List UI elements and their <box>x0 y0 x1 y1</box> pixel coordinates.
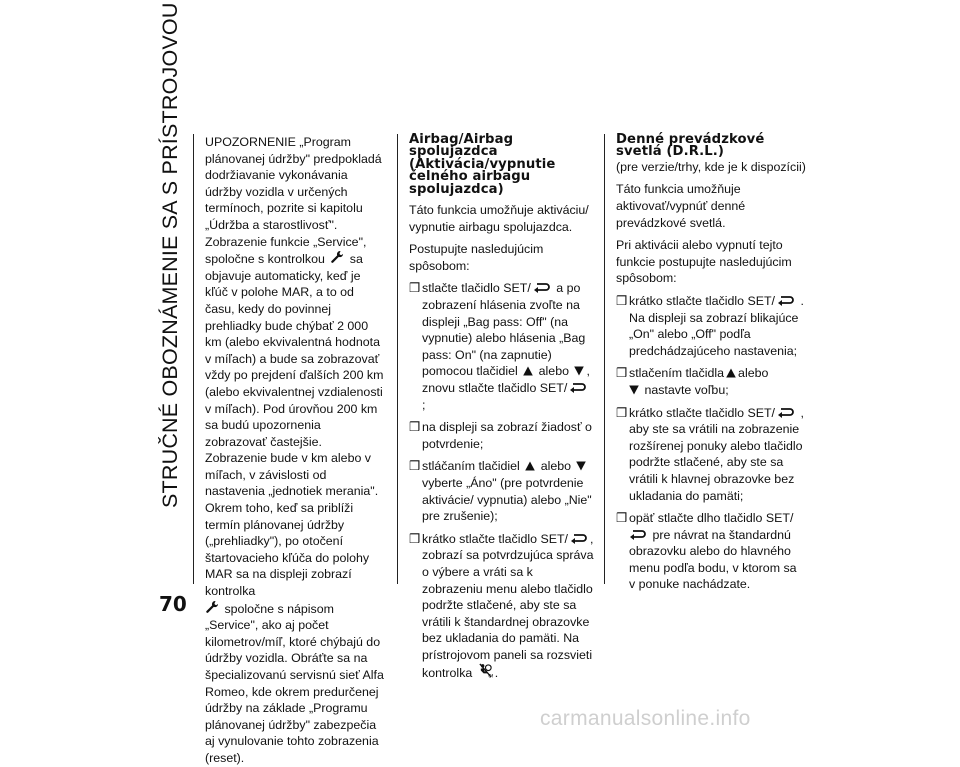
column-divider <box>397 134 398 584</box>
list-item: ❒ krátko stlačte tlačidlo SET/ . Na displeji sa zobrazí blikajúce „On" alebo „Off" podľa predchádzajúceho nastavenia; <box>616 293 804 358</box>
bullet: ❒ <box>409 420 421 435</box>
set-esc-button-icon <box>570 532 588 544</box>
set-esc-button-icon <box>569 381 587 393</box>
set-esc-button-icon <box>629 528 647 540</box>
arrow-down-icon <box>629 385 639 395</box>
section-title: STRUČNÉ OBOZNÁMENIE SA S PRÍSTROJOVOU <box>158 2 182 508</box>
paragraph: Postupujte nasledujúcim spôsobom: <box>409 242 544 273</box>
arrow-down-icon <box>574 366 584 376</box>
bullet: ❒ <box>409 459 421 474</box>
bullet: ❒ <box>616 405 628 420</box>
paragraph: Táto funkcia umožňuje aktiváciu/ vypnutie airbagu spolujazdca. <box>409 203 589 234</box>
set-esc-button-icon <box>533 281 551 293</box>
drl-heading: Denné prevádzkové svetlá (D.R.L.) <box>616 132 765 160</box>
page-number: 70 <box>159 592 187 616</box>
paragraph: Táto funkcia umožňuje aktivovať/vypnúť denné prevádzkové svetlá. <box>616 182 746 230</box>
bullet: ❒ <box>616 293 628 308</box>
list-item: ❒ krátko stlačte tlačidlo SET/ , aby ste sa vrátili na zobrazenie rozšírenej ponuky alebo tlačidlo podržte stlačené, aby ste sa vrátili k hlavnej obrazovke bez ukladania do pamäti; <box>616 405 804 503</box>
list-item: ❒ krátko stlačte tlačidlo SET/ , zobrazí sa potvrdzujúca správa o výbere a vráti sa k zobrazeniu menu alebo tlačidlo podržte stlačené, aby ste sa vrátili k štandardnej obrazovke bez ukladania do pamäti. Na prístrojovom paneli sa rozsvieti kontrolka . <box>409 531 594 681</box>
wrench-icon <box>205 600 219 614</box>
arrow-up-icon <box>523 366 533 376</box>
passenger-airbag-off-icon <box>478 663 493 678</box>
column-1 <box>205 134 385 767</box>
bullet: ❒ <box>409 531 421 546</box>
list-item: ❒ na displeji sa zobrazí žiadosť o potvrdenie; <box>409 420 592 451</box>
column-divider <box>604 134 605 584</box>
bullet: ❒ <box>616 511 628 526</box>
arrow-down-icon <box>576 461 586 471</box>
column-divider <box>193 134 194 584</box>
column-2 <box>409 134 594 688</box>
set-esc-button-icon <box>777 406 795 418</box>
wrench-icon <box>330 250 344 264</box>
bullet: ❒ <box>616 366 628 381</box>
list-item: ❒ stláčaním tlačidiel alebo vyberte „Áno" (pre potvrdenie aktivácie/ vypnutia) alebo „Nie" pre zrušenie); <box>409 459 592 524</box>
arrow-up-icon <box>525 461 535 471</box>
paragraph: UPOZORNENIE „Program plánovanej údržby" predpokladá dodržiavanie vykonávania údržby vozidla v určených termínoch, pozrite si kapitolu „Údržba a starostlivosť". Zobrazenie funkcie „Service", spoločne s kontrolkou sa objavuje automaticky, keď je kľúč v polohe MAR, a to od času, kedy do povinnej prehliadky bude chýbať 2 000 km (alebo ekvivalentná hodnota v míľach) a bude sa zobrazovať vždy po prejdení ďalších 200 km (alebo ekvivalentnej vzdialenosti v míľach). Pod úrovňou 200 km sa budú upozornenia zobrazovať častejšie. Zobrazenie bude v km alebo v míľach, v závislosti od nastavenia „jednotiek merania". Okrem toho, keď sa priblíži termín plánovanej údržby („prehliadky"), po otočení štartovacieho kľúča do polohy MAR sa na displeji zobrazí kontrolka spoločne s nápisom „Service", ako aj počet kilometrov/míľ, ktoré chýbajú do údržby vozidla. Obráťte sa na špecializovanú servisnú sieť Alfa Romeo, kde okrem predurčenej údržby na základe „Programu plánovanej údržby" zabezpečia aj vynulovanie tohto zobrazenia (reset). <box>205 135 384 765</box>
list-item: ❒ stlačte tlačidlo SET/ a po zobrazení hlásenia zvoľte na displeji „Bag pass: Off" (na vypnutie) alebo hlásenia „Bag pass: On" (na zapnutie) pomocou tlačidiel alebo , znovu stlačte tlačidlo SET/ ; <box>409 281 590 412</box>
airbag-heading: Airbag/Airbag spolujazdca (Aktivácia/vypnutie čelného airbagu spolujazdca) <box>409 132 556 197</box>
watermark: carmanualsonline.info <box>540 707 751 730</box>
list-item: ❒ stlačením tlačidla alebo nastavte voľbu; <box>616 366 769 397</box>
bullet: ❒ <box>409 281 421 296</box>
column-3 <box>616 134 806 599</box>
subtitle: (pre verzie/trhy, kde je k dispozícii) <box>616 159 806 174</box>
paragraph: Pri aktivácii alebo vypnutí tejto funkcie postupujte nasledujúcim spôsobom: <box>616 238 792 286</box>
arrow-up-icon <box>726 368 736 378</box>
list-item: ❒ opäť stlačte dlho tlačidlo SET/ pre návrat na štandardnú obrazovku alebo do hlavného menu podľa bodu, v ktorom sa v ponuke nachádzate. <box>616 511 797 592</box>
set-esc-button-icon <box>777 294 795 306</box>
